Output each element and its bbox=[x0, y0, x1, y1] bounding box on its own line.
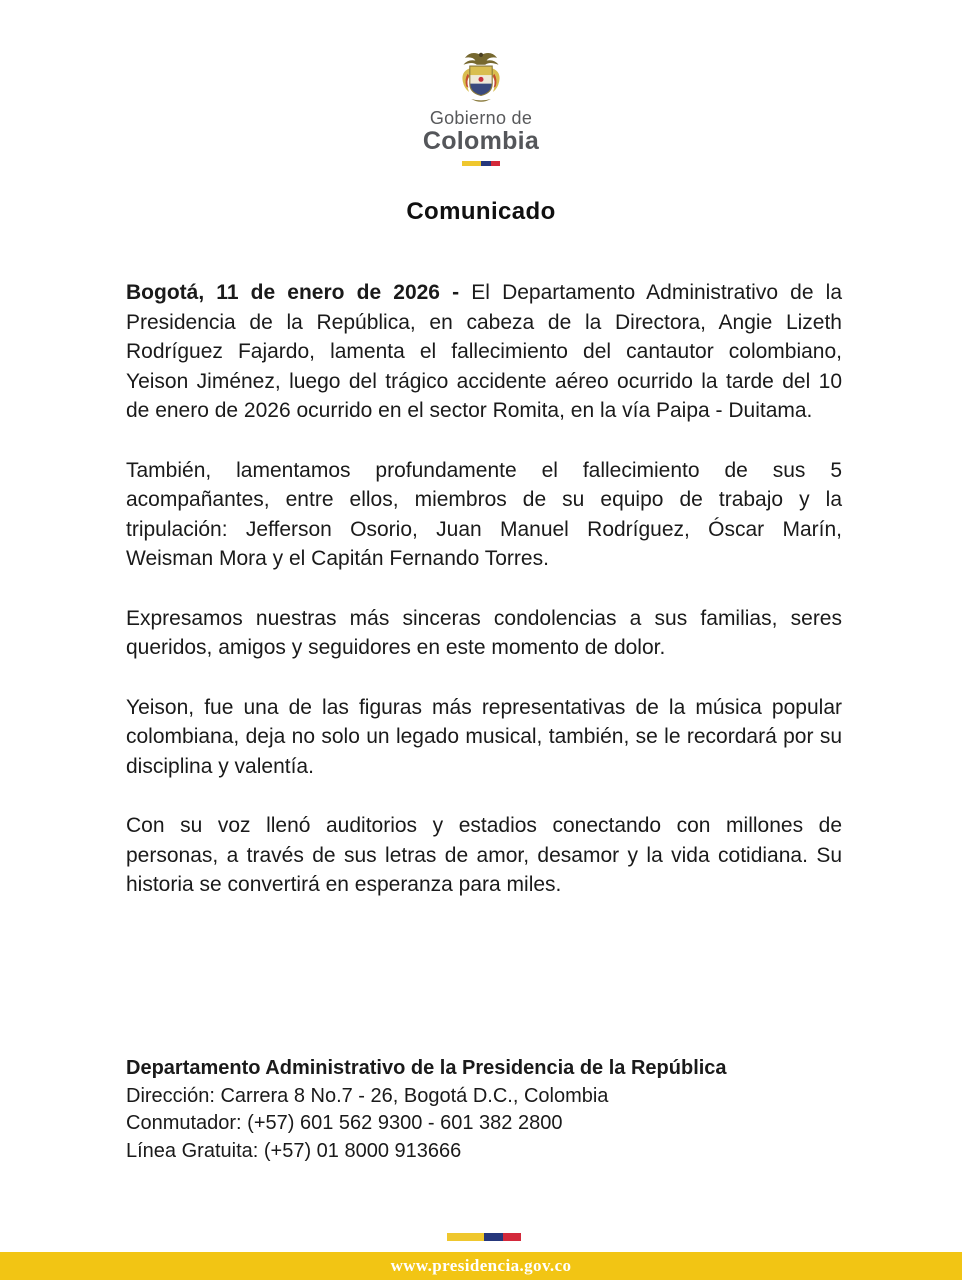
document-body bbox=[126, 278, 842, 900]
government-logo bbox=[0, 50, 962, 166]
logo-text-line1: Gobierno de bbox=[429, 108, 533, 128]
logo-flag-bar-icon bbox=[462, 161, 500, 166]
contact-switchboard: Conmutador: (+57) 601 562 9300 - 601 382 2800 bbox=[126, 1112, 563, 1134]
contact-block bbox=[126, 1055, 842, 1165]
contact-toll-free: Línea Gratuita: (+57) 01 8000 913666 bbox=[126, 1139, 462, 1162]
paragraph-4: Yeison, fue una de las figuras más representativas de la música popular colombiana, deja no solo un legado musical, también, se le recordará por su disciplina y valentía. bbox=[126, 695, 842, 778]
website-url: www.presidencia.gov.co bbox=[390, 1256, 572, 1275]
paragraph-2: También, lamentamos profundamente el fallecimiento de sus 5 acompañantes, entre ellos, miembros de su equipo de trabajo y la tripulación: Jefferson Osorio, Juan Manuel Rodríguez, Óscar Marín, Weisman Mora y el Capitán Fernando Torres. bbox=[126, 458, 842, 570]
contact-organization: Departamento Administrativo de la Presidencia de la República bbox=[126, 1057, 727, 1079]
flag-blue-segment bbox=[481, 161, 491, 166]
colombia-coat-of-arms-icon bbox=[458, 50, 504, 106]
dateline-bold: Bogotá, 11 de enero de 2026 - bbox=[126, 281, 472, 304]
flag-blue-segment bbox=[484, 1233, 503, 1241]
flag-red-segment bbox=[503, 1233, 522, 1241]
website-banner bbox=[0, 1252, 962, 1280]
flag-yellow-segment bbox=[462, 161, 481, 166]
flag-red-segment bbox=[491, 161, 501, 166]
logo-text-line2: Colombia bbox=[422, 127, 540, 155]
footer-flag-bar-icon bbox=[447, 1233, 521, 1241]
paragraph-5: Con su voz llenó auditorios y estadios conectando con millones de personas, a través de sus letras de amor, desamor y la vida cotidiana. Su historia se convertirá en esperanza para miles. bbox=[126, 814, 842, 896]
paragraph-dateline bbox=[126, 278, 842, 426]
paragraph-1-text: El Departamento Administrativo de la Presidencia de la República, en cabeza de la Directora, Angie Lizeth Rodríguez Fajardo, lamenta el fallecimiento del cantautor colombiano, Yeison Jiménez, luego del trágico accidente aéreo ocurrido la tarde del 10 de enero de 2026 ocurrido en el sector Romita, en la vía Paipa - Duitama. bbox=[126, 281, 842, 422]
flag-yellow-segment bbox=[447, 1233, 484, 1241]
document-title: Comunicado bbox=[406, 198, 556, 225]
paragraph-3: Expresamos nuestras más sinceras condolencias a sus familias, seres queridos, amigos y seguidores en este momento de dolor. bbox=[126, 606, 842, 659]
contact-address: Dirección: Carrera 8 No.7 - 26, Bogotá D.C., Colombia bbox=[126, 1084, 609, 1107]
